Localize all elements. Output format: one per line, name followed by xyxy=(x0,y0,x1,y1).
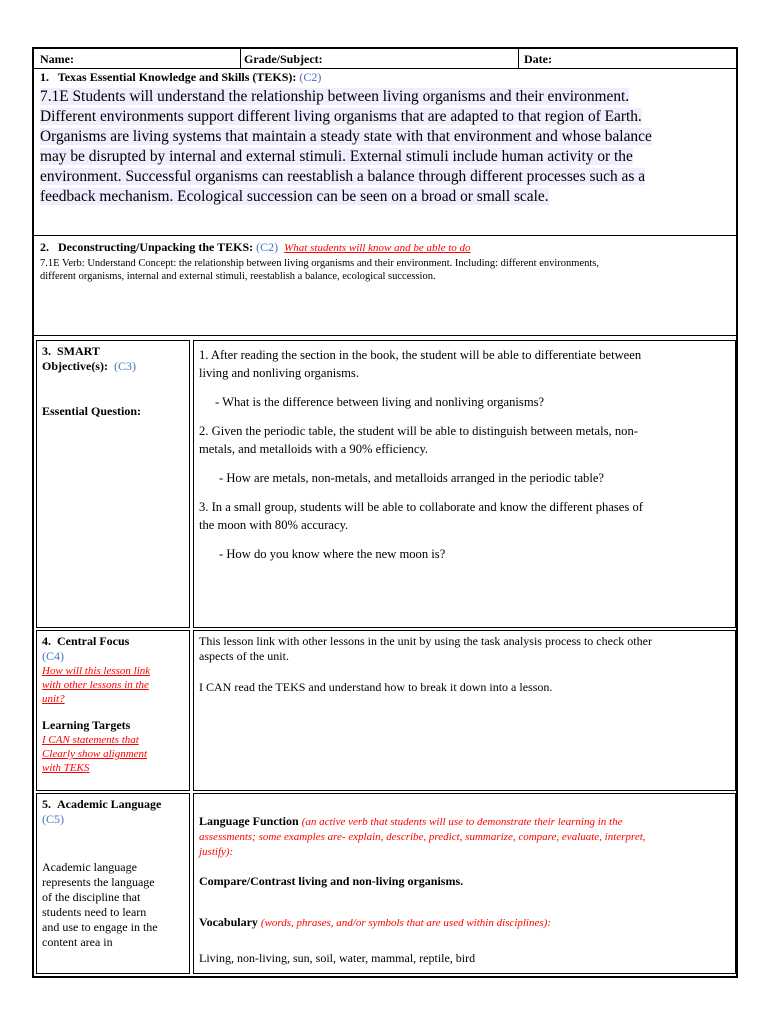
section-4-label-cell xyxy=(36,630,190,791)
essential-question-label: Essential Question: xyxy=(42,404,142,418)
vocabulary-label: Vocabulary xyxy=(199,915,258,929)
objective-2: 2. Given the periodic table, the student will be able to distinguish between metals, non- xyxy=(199,424,638,438)
objectives xyxy=(199,346,734,563)
section-2-divider xyxy=(34,335,736,336)
learning-targets-hint-line: with TEKS xyxy=(42,762,90,774)
central-focus-line: This lesson link with other lessons in the unit by using the task analysis process to check other xyxy=(199,634,652,648)
section-4-content-cell xyxy=(193,630,736,791)
deconstruct-line: 7.1E Verb: Understand Concept: the relationship between living organisms and their environment. Including: different environments, xyxy=(40,258,600,269)
deconstruct-line: different organisms, internal and external stimuli, reestablish a balance, ecological succession. xyxy=(40,271,436,282)
section-1-title: Texas Essential Knowledge and Skills (TEKS): xyxy=(57,70,297,84)
section-3-code: (C3) xyxy=(113,359,136,373)
section-1-divider xyxy=(34,235,736,236)
central-focus-text xyxy=(199,634,734,695)
deconstruct-text xyxy=(40,257,740,283)
section-1-number: 1. xyxy=(40,70,49,84)
description-line: of the discipline that xyxy=(42,890,141,904)
section-5-content-cell xyxy=(193,793,736,974)
section-2-heading xyxy=(40,240,471,256)
section-2-hint: What students will know and be able to do xyxy=(284,242,471,254)
section-5-heading xyxy=(42,797,188,827)
section-2-title: Deconstructing/Unpacking the TEKS: xyxy=(58,240,254,254)
description-line: content area in xyxy=(42,935,113,949)
description-line: and use to engage in the xyxy=(42,920,158,934)
central-focus-line: aspects of the unit. xyxy=(199,649,289,663)
teks-line: environment. Successful organisms can reestablish a balance through different processes such as a xyxy=(40,168,646,185)
teks-line: 7.1E Students will understand the relationship between living organisms and their environment. xyxy=(40,88,630,105)
name-label: Name: xyxy=(40,52,74,66)
section-4-code: (C4) xyxy=(42,649,64,663)
objective-1-cont: living and nonliving organisms. xyxy=(199,366,359,380)
section-3-label-cell xyxy=(36,340,190,628)
date-label: Date: xyxy=(524,52,552,66)
language-function-hint-3: justify): xyxy=(199,846,234,858)
section-3-title: SMART xyxy=(57,344,100,358)
description-line: Academic language xyxy=(42,860,137,874)
section-2-code: (C2) xyxy=(256,240,279,254)
question-3: - How do you know where the new moon is? xyxy=(219,547,446,561)
learning-targets-hint-line: Clearly show alignment xyxy=(42,748,148,760)
section-5-label-cell xyxy=(36,793,190,974)
language-function-answer: Compare/Contrast living and non-living organisms. xyxy=(199,874,464,888)
objective-2-cont: metals, and metalloids with a 90% efficiency. xyxy=(199,442,429,456)
section-1-code: (C2) xyxy=(299,70,322,84)
section-4-hint-line: How will this lesson link xyxy=(42,665,151,677)
section-4-heading xyxy=(42,634,188,775)
description-line: students need to learn xyxy=(42,905,147,919)
header-col-divider xyxy=(240,49,241,68)
description-line: represents the language xyxy=(42,875,155,889)
lesson-plan-form xyxy=(32,47,738,978)
question-2: - How are metals, non-metals, and metalloids arranged in the periodic table? xyxy=(219,471,605,485)
learning-target-text: I CAN read the TEKS and understand how to break it down into a lesson. xyxy=(199,680,553,694)
section-1-heading xyxy=(40,70,321,85)
section-4-hint-line: with other lessons in the xyxy=(42,679,149,691)
learning-targets-hint xyxy=(42,733,188,775)
teks-line: feedback mechanism. Ecological succession can be seen on a broad or small scale. xyxy=(40,188,549,205)
learning-targets-label: Learning Targets xyxy=(42,718,131,732)
objective-3-cont: the moon with 80% accuracy. xyxy=(199,518,349,532)
language-function-hint: (an active verb that students will use to demonstrate their learning in the xyxy=(301,816,623,828)
teks-line: Organisms are living systems that maintain a steady state with that environment and whose balance xyxy=(40,128,652,145)
section-4-hint xyxy=(42,664,188,706)
objective-3: 3. In a small group, students will be able to collaborate and know the different phases of xyxy=(199,500,643,514)
teks-line: may be disrupted by internal and external stimuli. External stimuli include human activity or the xyxy=(40,148,633,165)
section-4-hint-line: unit? xyxy=(42,693,65,705)
header-divider xyxy=(34,68,736,69)
section-5-code: (C5) xyxy=(42,812,64,826)
section-5-title: Academic Language xyxy=(57,797,162,811)
learning-targets-hint-line: I CAN statements that xyxy=(42,734,139,746)
section-3-number: 3. xyxy=(42,344,51,358)
section-3-heading xyxy=(42,344,136,374)
section-2-number: 2. xyxy=(40,240,49,254)
section-3-title-2: Objective(s): xyxy=(42,359,108,373)
vocabulary-answer: Living, non-living, sun, soil, water, mammal, reptile, bird xyxy=(199,951,476,965)
grade-subject-label: Grade/Subject: xyxy=(244,52,323,66)
teks-text xyxy=(40,87,734,207)
language-function-label: Language Function xyxy=(199,814,299,828)
vocabulary-hint: (words, phrases, and/or symbols that are used within disciplines): xyxy=(260,917,551,929)
academic-language-description xyxy=(42,860,188,950)
section-4-title: Central Focus xyxy=(57,634,130,648)
question-1: - What is the difference between living and nonliving organisms? xyxy=(215,395,545,409)
language-function xyxy=(199,814,734,966)
language-function-hint-2: assessments; some examples are- explain, describe, predict, summarize, compare, evaluate, interpret, xyxy=(199,831,646,843)
section-4-number: 4. xyxy=(42,634,51,648)
header-col-divider xyxy=(518,49,519,68)
objective-1: 1. After reading the section in the book, the student will be able to differentiate between xyxy=(199,348,642,362)
section-3-content-cell xyxy=(193,340,736,628)
teks-line: Different environments support different living organisms that are adapted to that region of Earth. xyxy=(40,108,642,125)
section-5-number: 5. xyxy=(42,797,51,811)
